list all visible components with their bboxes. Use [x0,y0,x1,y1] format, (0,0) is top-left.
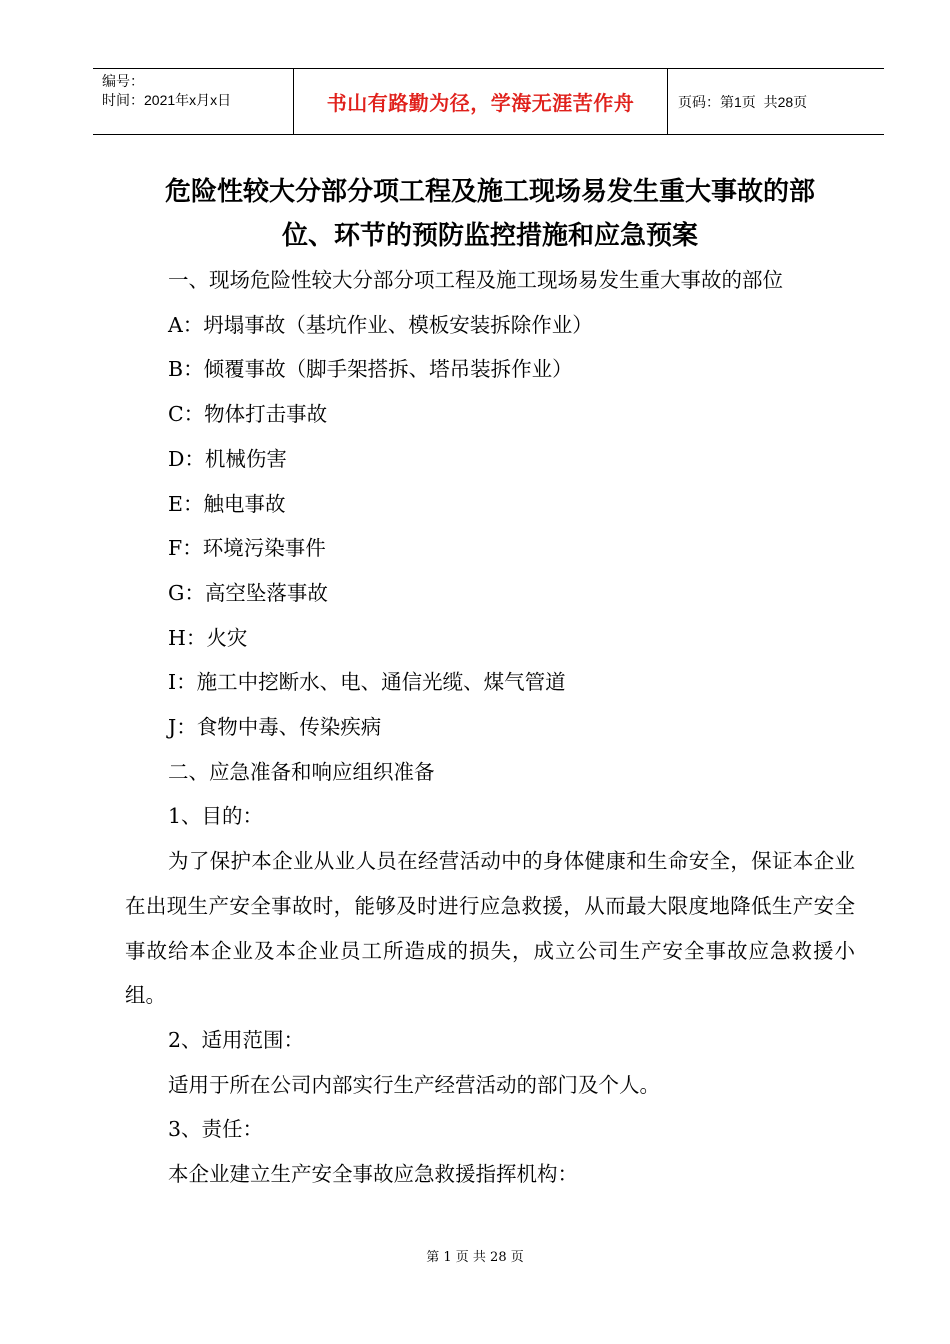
title-line-2: 位、环节的预防监控措施和应急预案 [281,221,698,251]
title-line-1: 危险性较大分部分项工程及施工现场易发生重大事故的部 [164,177,815,207]
header-page-info: 页码：第1页 共28页 [678,93,808,110]
section-1-heading: 一、现场危险性较大分部分项工程及施工现场易发生重大事故的部位 [168,268,783,292]
purpose-heading: 1、目的： [168,804,264,829]
page-header [93,68,884,135]
list-item: J：食物中毒、传染疾病 [168,715,382,740]
document-time-label: 时间：2021年x月x日 [102,92,232,108]
list-item: I：施工中挖断水、电、通信光缆、煤气管道 [168,670,566,695]
list-item: E：触电事故 [168,491,286,516]
scope-heading: 2、适用范围： [168,1027,305,1052]
list-item: D：机械伤害 [168,446,287,471]
page-footer: 第 1 页 共 28 页 [426,1250,524,1265]
responsibility-heading: 3、责任： [168,1117,264,1142]
header-meta-cell [93,69,294,134]
section-2-heading: 二、应急准备和响应组织准备 [168,759,435,784]
list-item: G：高空坠落事故 [168,580,328,605]
list-item: C：物体打击事故 [168,402,328,427]
list-item: A：坍塌事故（基坑作业、模板安装拆除作业） [168,312,593,337]
document-title [110,170,870,258]
list-item: B：倾覆事故（脚手架搭拆、塔吊装拆作业） [168,357,573,382]
responsibility-paragraph: 本企业建立生产安全事故应急救援指挥机构： [168,1162,578,1187]
purpose-paragraph: 为了保护本企业从业人员在经营活动中的身体健康和生命安全，保证本企业在出现生产安全事故时，能够及时进行应急救援，从而最大限度地降低生产安全事故给本企业及本企业员工所造成的损失，成立公司生产安全事故应急救援小组。 [125,849,855,1008]
list-item: F：环境污染事件 [168,536,326,561]
header-page-info-cell [668,69,884,134]
scope-paragraph: 适用于所在公司内部实行生产经营活动的部门及个人。 [168,1072,660,1097]
document-number-label: 编号： [102,73,144,89]
document-body [125,258,855,1197]
header-motto: 书山有路勤为径，学海无涯苦作舟 [294,69,668,134]
list-item: H：火灾 [168,625,248,650]
